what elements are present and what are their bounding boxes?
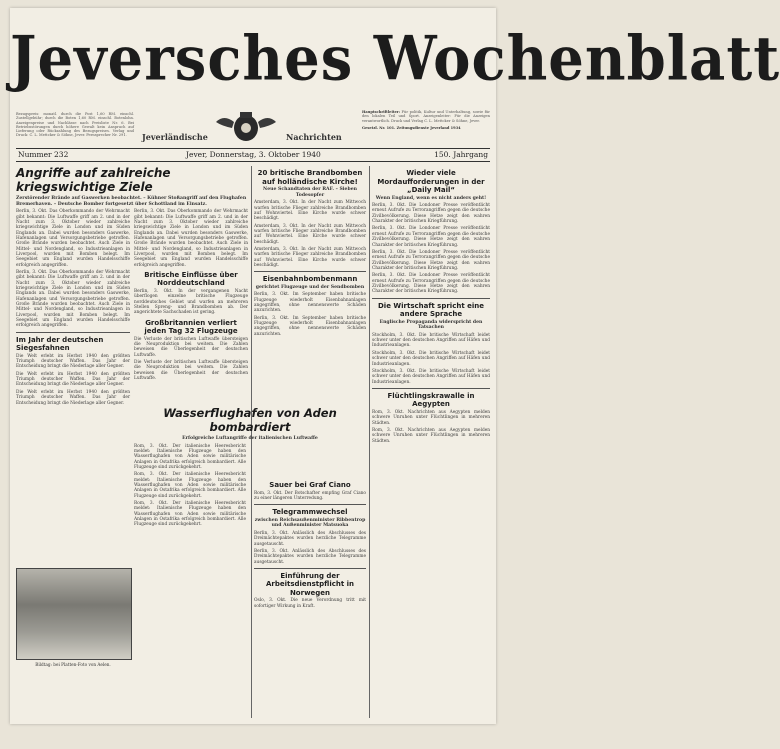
column-left-a (16, 209, 130, 408)
article-text: Die Welt erlebt im Herbst 1940 den größten Triumph deutscher Waffen. Das Jahr der Entscheidung bringt die Niederlage aller Gegner. (16, 389, 130, 406)
lead-article-text: Berlin, 3. Okt. Das Oberkommando der Wehrmacht gibt bekannt: Die Luftwaffe griff am 2. und in der Nacht zum 3. Oktober wieder zahlreiche kriegswichtige Ziele in London und im Süden Englands an. Dabei wurden besonders Gaswerke, Hafenanlagen und Versorgungsbetriebe getroffen. Große Brände wurden beobachtet. Auch Ziele in Mittel- und Nordengland, so Industrieanlagen in Liverpool, wurden mit Bomben belegt. Im Seegebiet um England wurden Handelsschiffe erfolgreich angegriffen. (16, 209, 130, 268)
lead-article-text: Berlin, 3. Okt. Das Oberkommando der Wehrmacht gibt bekannt: Die Luftwaffe griff am 2. und in der Nacht zum 3. Oktober wieder zahlreiche kriegswichtige Ziele in London und im Süden Englands an. Dabei wurden besonders Gaswerke, Hafenanlagen und Versorgungsbetriebe getroffen. Große Brände wurden beobachtet. Auch Ziele in Mittel- und Nordengland, so Industrieanlagen in Liverpool, wurden mit Bomben belegt. Im Seegebiet um England wurden Handelsschiffe erfolgreich angegriffen. (134, 209, 248, 268)
article-text: Stockholm, 3. Okt. Die britische Wirtschaft leidet schwer unter den deutschen Angriffen auf Häfen und Industrieanlagen. (372, 332, 490, 349)
article-text: Berlin, 3. Okt. Im September haben britische Flugzeuge wiederholt Eisenbahnanlagen angegriffen, ohne nennenswerte Schäden anzurichten. (254, 292, 366, 314)
article-text: Rom, 3. Okt. Nachrichten aus Aegypten melden schwere Unruhen unter Flüchtlingen in mehreren Städten. (372, 427, 490, 444)
article-text: Die Verluste der britischen Luftwaffe übersteigen die Neuproduktion bei weitem. Die Zahlen beweisen die Überlegenheit der deutschen Luftwaffe. (134, 336, 248, 358)
article-text: Oslo, 3. Okt. Die neue Verordnung tritt mit sofortiger Wirkung in Kraft. (254, 598, 366, 609)
column-middle-lower (254, 478, 366, 611)
volume-year: 150. Jahrgang (434, 150, 488, 159)
article-text: Amsterdam, 3. Okt. In der Nacht zum Mittwoch warfen britische Flieger zahlreiche Brandbomben auf Wohnviertel. Eine Kirche wurde schwer beschädigt. (254, 223, 366, 245)
editorial-info (362, 110, 490, 130)
article-subheadline: Wenn England, wenn es nicht anders geht! (375, 195, 487, 201)
article-text: Stockholm, 3. Okt. Die britische Wirtschaft leidet schwer unter den deutschen Angriffen auf Häfen und Industrieanlagen. (372, 368, 490, 385)
newspaper-title: Jeversches Wochenblatt (10, 23, 780, 95)
aden-text: Rom, 3. Okt. Der italienische Heeresbericht meldet: Italienische Flugzeuge haben den Wasserflughafen von Aden sowie militärische Anlagen in Ostafrika erfolgreich bombardiert. Alle Flugzeuge sind zurückgekehrt. (134, 501, 246, 528)
aden-subheadline: Erfolgreiche Luftangriffe der italienischen Luftwaffe (182, 436, 318, 441)
article-subheadline: Englische Propaganda widerspricht den Tatsachen (379, 319, 483, 331)
article-headline: Einführung der Arbeitsdienstpflicht in Norwegen (265, 571, 355, 597)
article-text: Berlin, 3. Okt. Die Londoner Presse veröffentlicht erneut Aufrufe zu Terrorangriffen gegen die deutsche Zivilbevölkerung. Diese Hetze zeigt den wahren Charakter der britischen Kriegführung. (372, 273, 490, 295)
article-text: Stockholm, 3. Okt. Die britische Wirtschaft leidet schwer unter den deutschen Angriffen auf Häfen und Industrieanlagen. (372, 350, 490, 367)
article-text: Berlin, 3. Okt. Die Londoner Presse veröffentlicht erneut Aufrufe zu Terrorangriffen gegen die deutsche Zivilbevölkerung. Diese Hetze zeigt den wahren Charakter der britischen Kriegführung. (372, 226, 490, 248)
article-text: Berlin, 3. Okt. Die Londoner Presse veröffentlicht erneut Aufrufe zu Terrorangriffen gegen die deutsche Zivilbevölkerung. Diese Hetze zeigt den wahren Charakter der britischen Kriegführung. (372, 203, 490, 225)
article-subheadline: Neue Schandtaten der RAF. – Sieben Todesopfer (263, 187, 357, 198)
lead-subheadline: Zerstörender Brände auf Gaswerken beobachtet. – Kühner Stoßangriff auf den Flughafen Bremerhaven. – Deutsche Bomber fortgesetzt über Schottland im Einsatz. (16, 196, 247, 207)
subtitle-left: Jeverländische (142, 132, 208, 142)
article-headline: Eisenbahnbombenmann (262, 275, 358, 284)
lead-article-text: Berlin, 3. Okt. Das Oberkommando der Wehrmacht gibt bekannt: Die Luftwaffe griff am 2. und in der Nacht zum 3. Oktober wieder zahlreiche kriegswichtige Ziele in London und im Süden Englands an. Dabei wurden besonders Gaswerke, Hafenanlagen und Versorgungsbetriebe getroffen. Große Brände wurden beobachtet. Auch Ziele in Mittel- und Nordengland, so Industrieanlagen in Liverpool, wurden mit Bomben belegt. Im Seegebiet um England wurden Handelsschiffe erfolgreich angegriffen. (16, 269, 130, 329)
article-text: Berlin, 3. Okt. Die Londoner Presse veröffentlicht erneut Aufrufe zu Terrorangriffen gegen die deutsche Zivilbevölkerung. Diese Hetze zeigt den wahren Charakter der britischen Kriegführung. (372, 249, 490, 271)
article-text: Die Welt erlebt im Herbst 1940 den größten Triumph deutscher Waffen. Das Jahr der Entscheidung bringt die Niederlage aller Gegner. (16, 371, 130, 388)
article-text: Rom, 3. Okt. Nachrichten aus Aegypten melden schwere Unruhen unter Flüchtlingen in mehreren Städten. (372, 409, 490, 426)
article-text: Die Welt erlebt im Herbst 1940 den größten Triumph deutscher Waffen. Das Jahr der Entscheidung bringt die Niederlage aller Gegner. (16, 353, 130, 370)
editorial-info-head: Hauptschriftleiter: (362, 110, 400, 114)
column-divider (369, 166, 370, 718)
subscription-info: Bezugspreis: monatl. durch die Post 1,60 RM. einschl. Zustellgebühr; durch die Boten 1,60 RM. einschl. Botenlohn. Anzeigenpreise und Nachlässe nach Preisliste Nr. 6. Bei Betriebsstörungen durch höhere Gewalt kein Anspruch auf Lieferung oder Rückzahlung des Bezugspreises. Verlag und Druck: C. L. Mettcker & Söhne, Jever. Fernsprecher Nr. 291. (16, 112, 134, 138)
editorial-info-text: Für politik, Kultur und Unterhaltung, sowie für den lokalen Teil und Sport. Anzeigenleiter: Für die Anzeigen verantwortlich. Druck und Verlag C. L. Mettcker & Söhne, Jever. (362, 110, 490, 123)
article-text: Berlin, 3. Okt. Anlässlich des Abschlusses des Dreimächtepaktes wurden herzliche Telegramme ausgetauscht. (254, 548, 366, 565)
article-headline: Großbritannien verliert jeden Tag 32 Flugzeuge (144, 318, 238, 336)
article-subheadline: zwischen Reichsaußenminister Ribbentrop und Außenminister Matsuoka (254, 517, 366, 529)
article-headline: Telegrammwechsel (272, 508, 348, 517)
column-middle (254, 166, 366, 339)
issue-date: Jever, Donnerstag, 3. Oktober 1940 (186, 150, 321, 159)
article-headline: Flüchtlingskrawalle in Aegypten (387, 391, 475, 409)
article-text: Rom, 3. Okt. Der Botschafter empfing Graf Ciano zu einer längeren Unterredung. (254, 490, 366, 501)
article-subheadline: gerichtet Flugzeuge und der Sendbomben (255, 284, 365, 290)
article-headline: Wieder viele Mordaufforderungen in der „Daily Mail“ (377, 169, 485, 194)
editorial-info-foot: Gesetzl. Nr. 101. Zeitungsdienste Jeverland 1934 (362, 125, 461, 130)
masthead (10, 8, 780, 148)
dateline (16, 148, 490, 162)
article-text: Berlin, 3. Okt. Im September haben britische Flugzeuge wiederholt Eisenbahnanlagen angegriffen, ohne nennenswerte Schäden anzurichten. (254, 315, 366, 337)
article-text: Die Verluste der britischen Luftwaffe übersteigen die Neuproduktion bei weitem. Die Zahlen beweisen die Überlegenheit der deutschen Luftwaffe. (134, 360, 248, 382)
photo-caption: Bildtag: bei Platten-Foto von Aelen. (35, 662, 111, 667)
aden-text: Rom, 3. Okt. Der italienische Heeresbericht meldet: Italienische Flugzeuge haben den Wasserflughafen von Aden sowie militärische Anlagen in Ostafrika erfolgreich bombardiert. Alle Flugzeuge sind zurückgekehrt. (134, 443, 246, 470)
column-right (372, 166, 490, 446)
column-left-b (134, 209, 248, 383)
article-headline: Sauer bei Graf Ciano (269, 481, 351, 489)
news-photo (16, 568, 132, 660)
article-text: Amsterdam, 3. Okt. In der Nacht zum Mittwoch warfen britische Flieger zahlreiche Brandbomben auf Wohnviertel. Eine Kirche wurde schwer beschädigt. (254, 246, 366, 268)
issue-number: Nummer 232 (18, 150, 69, 159)
photo-block (16, 568, 130, 667)
article-text: Berlin, 3. Okt. In der vergangenen Nacht überflogen einzelne britische Flugzeuge norddeutsches Gebiet und warfen an mehreren Stellen Spreng- und Brandbomben ab. Der angerichtete Sachschaden ist gering. (134, 288, 248, 316)
coat-of-arms-icon (212, 108, 280, 144)
article-headline: Die Wirtschaft spricht eine andere Sprache (378, 301, 484, 319)
article-headline: 20 britische Brandbomben auf holländische Kirche! (257, 169, 363, 186)
lead-headline: Angriffe auf zahlreiche kriegswichtige Ziele (16, 166, 171, 194)
article-text: Amsterdam, 3. Okt. In der Nacht zum Mittwoch warfen britische Flieger zahlreiche Brandbomben auf Wohnviertel. Eine Kirche wurde schwer beschädigt. (254, 200, 366, 222)
article-text: Berlin, 3. Okt. Anlässlich des Abschlusses des Dreimächtepaktes wurden herzliche Telegramme ausgetauscht. (254, 530, 366, 547)
article-headline: Im Jahr der deutschen Siegesfahnen (16, 335, 104, 353)
newspaper-page (10, 8, 780, 724)
aden-headline: Wasserflughafen von Aden bombardiert (163, 406, 337, 434)
subtitle-right: Nachrichten (286, 132, 342, 142)
aden-text: Rom, 3. Okt. Der italienische Heeresbericht meldet: Italienische Flugzeuge haben den Wasserflughafen von Aden sowie militärische Anlagen in Ostafrika erfolgreich bombardiert. Alle Flugzeuge sind zurückgekehrt. (134, 472, 246, 499)
article-headline: Britische Einflüsse über Norddeutschland (144, 270, 238, 288)
